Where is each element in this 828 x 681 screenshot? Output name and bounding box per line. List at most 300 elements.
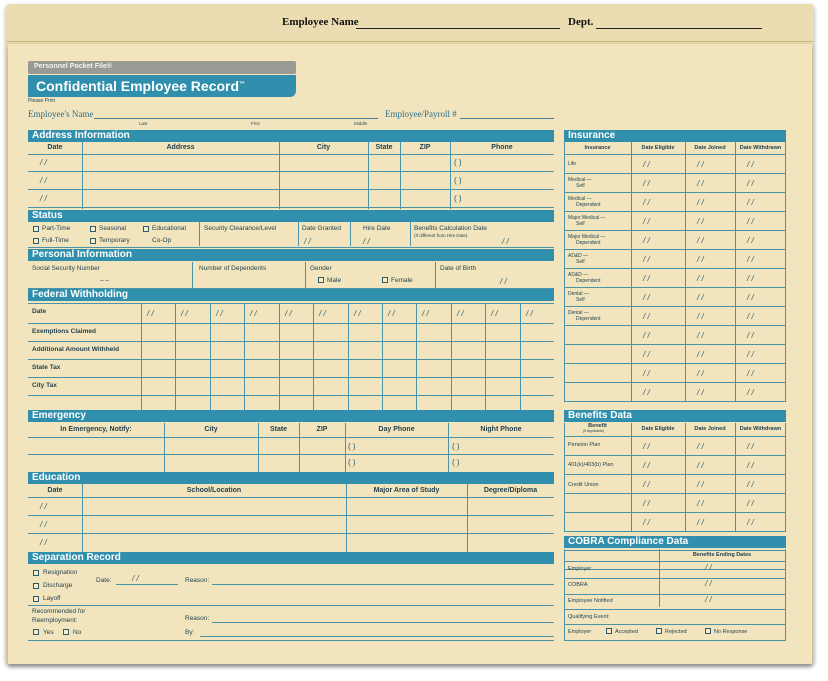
rehire-yes-label: Yes [43, 629, 54, 636]
accepted-label: Accepted [615, 629, 638, 635]
insurance-date-entry[interactable]: / / [747, 198, 754, 207]
rule [82, 142, 83, 209]
rule [298, 222, 299, 246]
rule [785, 423, 786, 531]
ssn-field[interactable]: – – [100, 277, 110, 284]
insurance-coverage: Self [576, 183, 585, 189]
emergency-zip-header: ZIP [316, 426, 328, 433]
rule [435, 262, 436, 289]
employee-name-label: Employee's Name [28, 109, 94, 119]
emergency-day-phone-1[interactable]: ( ) [348, 442, 356, 451]
tab-name-line[interactable] [356, 28, 560, 29]
rule [28, 640, 554, 641]
education-major-header: Major Area of Study [373, 487, 440, 494]
rule [382, 303, 383, 410]
benefits-calc-entry[interactable]: / / [502, 237, 509, 246]
federal-date-entry[interactable]: / / [147, 309, 154, 318]
insurance-date-entry[interactable]: / / [643, 160, 650, 169]
cobra-date-entry[interactable]: / / [705, 595, 712, 604]
employee-record-sheet [8, 44, 812, 664]
rule [210, 303, 211, 410]
address-city-header: City [316, 144, 331, 151]
additional-withheld-label: Additional Amount Withheld [32, 346, 120, 353]
insurance-withdrawn-header: Date Withdrawn [739, 145, 782, 151]
insurance-date-entry[interactable]: / / [747, 388, 754, 397]
federal-date-entry[interactable]: / / [319, 309, 326, 318]
recommended-label: Recommended for [32, 608, 86, 615]
rule [564, 594, 786, 595]
benefits-col-header: Date Withdrawn [739, 426, 782, 432]
full-time-label: Full-Time [42, 237, 69, 244]
emergency-day-phone-header: Day Phone [378, 426, 415, 433]
rule [564, 549, 565, 641]
benefits-col-header: Date Eligible [641, 426, 675, 432]
federal-date-entry[interactable]: / / [422, 309, 429, 318]
part-time-checkbox[interactable] [33, 226, 39, 232]
rule [564, 173, 786, 174]
insurance-date-entry[interactable]: / / [643, 255, 650, 264]
federal-date-entry[interactable]: / / [526, 309, 533, 318]
temporary-label: Temporary [99, 237, 130, 244]
rule [467, 484, 468, 552]
insurance-row-label [568, 234, 606, 246]
emergency-day-phone-2[interactable]: ( ) [348, 458, 356, 467]
accepted-checkbox[interactable] [606, 628, 612, 634]
insurance-type: AD&D — [568, 253, 589, 259]
benefits-date-entry[interactable]: / / [643, 442, 650, 451]
insurance-date-entry[interactable]: / / [643, 312, 650, 321]
rule [279, 142, 280, 209]
insurance-date-entry[interactable]: / / [747, 293, 754, 302]
rehire-no-checkbox[interactable] [63, 629, 69, 635]
insurance-date-entry[interactable]: / / [643, 350, 650, 359]
rule [564, 325, 786, 326]
rule [564, 474, 786, 475]
insurance-coverage: Dependent [576, 278, 601, 284]
rule [313, 303, 314, 410]
rule [520, 303, 521, 410]
rule [28, 515, 554, 516]
rule [28, 323, 554, 324]
insurance-date-entry[interactable]: / / [643, 217, 650, 226]
benefits-date-entry[interactable]: / / [643, 499, 650, 508]
rule [28, 247, 554, 248]
discharge-label: Discharge [43, 582, 73, 589]
rule [564, 493, 786, 494]
please-print: Please Print [28, 98, 55, 104]
insurance-row-label [568, 253, 588, 265]
rule [450, 142, 451, 209]
date-granted-label: Date Granted [302, 225, 342, 232]
insurance-coverage: Self [576, 221, 585, 227]
insurance-date-entry[interactable]: / / [697, 179, 704, 188]
insurance-date-entry[interactable]: / / [747, 274, 754, 283]
rule [564, 531, 786, 532]
rule [192, 262, 193, 289]
benefits-date-entry[interactable]: / / [697, 461, 704, 470]
address-zip-header: ZIP [419, 144, 431, 151]
insurance-type: Medical — [568, 196, 592, 202]
city-tax-label: City Tax [32, 382, 57, 389]
benefits-date-entry[interactable]: / / [697, 518, 704, 527]
insurance-date-entry[interactable]: / / [697, 255, 704, 264]
male-label: Male [327, 277, 342, 284]
federal-date-entry[interactable]: / / [216, 309, 223, 318]
benefits-date-entry[interactable]: / / [747, 480, 754, 489]
rule [735, 142, 736, 402]
male-checkbox[interactable] [318, 277, 324, 283]
rule [564, 624, 786, 625]
insurance-coverage: Dependent [576, 240, 601, 246]
resignation-label: Resignation [43, 569, 78, 576]
benefits-date-entry[interactable]: / / [697, 442, 704, 451]
insurance-date-entry[interactable]: / / [697, 369, 704, 378]
resignation-checkbox[interactable] [33, 570, 39, 576]
full-time-checkbox[interactable] [33, 238, 39, 244]
status-section-title: Status [28, 210, 554, 222]
temporary-checkbox[interactable] [90, 238, 96, 244]
emergency-night-phone-1[interactable]: ( ) [452, 442, 460, 451]
first-label: First [251, 121, 260, 126]
federal-date-entry[interactable]: / / [285, 309, 292, 318]
401k-plan-label: 401(k)/403(b) Plan [568, 462, 614, 468]
benefits-calc-note: (If different from Hire Date) [414, 233, 468, 238]
middle-label: Middle [354, 121, 368, 126]
rule [564, 512, 786, 513]
insurance-date-entry[interactable]: / / [643, 388, 650, 397]
brand-title-mark: ™ [239, 81, 246, 88]
insurance-date-entry[interactable]: / / [643, 198, 650, 207]
rule [350, 222, 351, 246]
insurance-date-entry[interactable]: / / [747, 236, 754, 245]
rule [564, 142, 565, 402]
insurance-date-entry[interactable]: / / [643, 274, 650, 283]
rule [564, 154, 786, 155]
rule [368, 142, 369, 209]
separation-reason-label: Reason: [185, 577, 210, 584]
rule [279, 303, 280, 410]
insurance-row-label [568, 161, 576, 167]
separation-section-title: Separation Record [28, 552, 554, 564]
benefits-section-title: Benefits Data [564, 410, 786, 422]
rule [564, 344, 786, 345]
federal-section-title: Federal Withholding [28, 289, 554, 301]
insurance-row-label [568, 215, 606, 227]
address-phone-header: Phone [491, 144, 513, 151]
rule [564, 363, 786, 364]
insurance-date-entry[interactable]: / / [747, 179, 754, 188]
dob-entry[interactable]: / / [500, 277, 507, 286]
employee-name-field[interactable] [94, 118, 378, 119]
seasonal-checkbox[interactable] [90, 226, 96, 232]
discharge-checkbox[interactable] [33, 583, 39, 589]
rule [348, 303, 349, 410]
education-date-entry[interactable]: / / [40, 538, 47, 547]
rule [564, 455, 786, 456]
date-granted-entry[interactable]: / / [304, 237, 311, 246]
exemptions-label: Exemptions Claimed [32, 328, 96, 335]
address-date-entry[interactable]: / / [40, 158, 47, 167]
hire-date-label: Hire Date [363, 225, 391, 232]
rule [685, 423, 686, 531]
rule [305, 262, 306, 289]
no-response-checkbox[interactable] [705, 628, 711, 634]
rule [416, 303, 417, 410]
insurance-date-entry[interactable]: / / [747, 312, 754, 321]
benefits-date-entry[interactable]: / / [697, 499, 704, 508]
address-phone-entry[interactable]: ( ) [454, 158, 462, 167]
insurance-coverage: Self [576, 297, 585, 303]
dob-label: Date of Birth [440, 265, 477, 272]
benefit-header-note: (If Applicable) [583, 429, 605, 433]
rule [28, 303, 554, 304]
insurance-row-label [568, 310, 600, 322]
insurance-date-entry[interactable]: / / [697, 331, 704, 340]
insurance-coverage: Dependent [576, 316, 601, 322]
reemployment-label: Reemployment: [32, 617, 78, 624]
federal-date-entry[interactable]: / / [491, 309, 498, 318]
rule [28, 359, 554, 360]
tab-dept-label: Dept. [568, 16, 594, 28]
rule [175, 303, 176, 410]
payroll-field[interactable] [460, 118, 554, 119]
ssn-label: Social Security Number [32, 265, 100, 272]
federal-date-entry[interactable]: / / [457, 309, 464, 318]
separation-by-label: By: [185, 629, 195, 636]
insurance-date-entry[interactable]: / / [747, 350, 754, 359]
insurance-date-entry[interactable]: / / [747, 255, 754, 264]
separation-by-line [200, 636, 554, 637]
separation-reason2-line [212, 622, 554, 623]
rule [346, 484, 347, 552]
address-section-title: Address Information [28, 130, 554, 142]
benefits-date-entry[interactable]: / / [747, 442, 754, 451]
rejected-label: Rejected [665, 629, 687, 635]
cobra-cobra-label: COBRA [568, 582, 588, 588]
tab-employee-name-label: Employee Name [282, 16, 359, 28]
emergency-night-phone-2[interactable]: ( ) [452, 458, 460, 467]
insurance-type: Dental — [568, 310, 589, 316]
rule [258, 423, 259, 472]
insurance-date-entry[interactable]: / / [643, 369, 650, 378]
rule [785, 549, 786, 641]
emergency-notify-header: In Emergency, Notify: [60, 426, 132, 433]
federal-date-entry[interactable]: / / [388, 309, 395, 318]
rule [164, 423, 165, 472]
insurance-type: Major Medical — [568, 234, 606, 240]
rule [28, 207, 554, 208]
insurance-date-entry[interactable]: / / [697, 388, 704, 397]
cobra-employer-label: Employer [568, 566, 592, 572]
emergency-state-header: State [269, 426, 288, 433]
rule [631, 423, 632, 531]
insurance-date-entry[interactable]: / / [643, 293, 650, 302]
insurance-date-entry[interactable]: / / [697, 293, 704, 302]
federal-date-entry[interactable]: / / [354, 309, 361, 318]
layoff-label: Layoff [43, 595, 61, 602]
emergency-night-phone-header: Night Phone [480, 426, 522, 433]
layoff-checkbox[interactable] [33, 596, 39, 602]
pension-plan-label: Pension Plan [568, 442, 601, 448]
insurance-coverage: Dependent [576, 202, 601, 208]
rule [564, 423, 565, 531]
insurance-row-label [568, 177, 592, 189]
rule [564, 192, 786, 193]
rule [564, 640, 786, 641]
benefits-date-entry[interactable]: / / [747, 499, 754, 508]
insurance-joined-header: Date Joined [694, 145, 726, 151]
rule [685, 142, 686, 402]
qualifying-event-label: Qualifying Event: [568, 614, 610, 620]
insurance-date-entry[interactable]: / / [697, 350, 704, 359]
separation-date-label: Date: [96, 577, 112, 584]
dependents-label: Number of Dependents [199, 265, 267, 272]
female-checkbox[interactable] [382, 277, 388, 283]
benefits-ending-header: Benefits Ending Dates [692, 552, 752, 558]
cobra-notified-label: Employee Notified [568, 598, 613, 604]
payroll-label: Employee/Payroll # [385, 109, 457, 119]
federal-date-entry[interactable]: / / [250, 309, 257, 318]
insurance-date-entry[interactable]: / / [747, 160, 754, 169]
federal-date-entry[interactable]: / / [181, 309, 188, 318]
rule [345, 423, 346, 472]
folder-tab [6, 4, 814, 42]
cobra-date-entry[interactable]: / / [705, 563, 712, 572]
rule [28, 171, 554, 172]
insurance-type: Life [568, 161, 577, 167]
cobra-date-entry[interactable]: / / [705, 579, 712, 588]
insurance-date-entry[interactable]: / / [747, 331, 754, 340]
cobra-employer-response-label: Employer [568, 629, 592, 635]
rule [451, 303, 452, 410]
address-phone-entry[interactable]: ( ) [454, 194, 462, 203]
rule [28, 154, 554, 155]
rule [564, 249, 786, 250]
co-op-label: Co-Op [152, 237, 172, 244]
rule [631, 142, 632, 402]
emergency-section-title: Emergency [28, 410, 554, 422]
female-label: Female [391, 277, 413, 284]
rule [400, 142, 401, 209]
address-phone-entry[interactable]: ( ) [454, 176, 462, 185]
insurance-date-entry[interactable]: / / [747, 217, 754, 226]
tab-dept-line[interactable] [596, 28, 762, 29]
insurance-type: Major Medical — [568, 215, 606, 221]
insurance-date-entry[interactable]: / / [643, 179, 650, 188]
insurance-type: Medical — [568, 177, 592, 183]
insurance-date-entry[interactable]: / / [697, 312, 704, 321]
rule [410, 222, 411, 246]
rule [564, 287, 786, 288]
address-date-entry[interactable]: / / [40, 176, 47, 185]
part-time-label: Part-Time [42, 225, 71, 232]
rule [564, 436, 786, 437]
insurance-date-entry[interactable]: / / [697, 160, 704, 169]
rule [28, 454, 554, 455]
insurance-date-entry[interactable]: / / [697, 274, 704, 283]
brand-title [28, 75, 296, 97]
insurance-header: Insurance [584, 145, 611, 151]
rule [299, 423, 300, 472]
rule [564, 561, 786, 562]
rule [564, 569, 786, 570]
insurance-eligible-header: Date Eligible [641, 145, 675, 151]
security-clearance-label: Security Clearance/Level [204, 225, 277, 232]
benefits-date-entry[interactable]: / / [747, 518, 754, 527]
credit-union-label: Credit Union [568, 482, 599, 488]
education-date-entry[interactable]: / / [40, 502, 47, 511]
rule [485, 303, 486, 410]
rule [28, 189, 554, 190]
rule [28, 497, 554, 498]
rule [735, 423, 736, 531]
education-date-entry[interactable]: / / [40, 520, 47, 529]
insurance-date-entry[interactable]: / / [697, 198, 704, 207]
rule [141, 303, 142, 410]
rule [28, 395, 554, 396]
rule [785, 142, 786, 402]
address-date-header: Date [47, 144, 63, 151]
insurance-date-entry[interactable]: / / [697, 236, 704, 245]
seasonal-label: Seasonal [99, 225, 127, 232]
benefits-date-entry[interactable]: / / [747, 461, 754, 470]
rule [564, 268, 786, 269]
rejected-checkbox[interactable] [656, 628, 662, 634]
hire-date-entry[interactable]: / / [363, 237, 370, 246]
educational-checkbox[interactable] [143, 226, 149, 232]
benefits-date-entry[interactable]: / / [697, 480, 704, 489]
separation-date-entry[interactable]: / / [132, 574, 139, 583]
cobra-section-title: COBRA Compliance Data [564, 536, 786, 548]
insurance-date-entry[interactable]: / / [747, 369, 754, 378]
rehire-yes-checkbox[interactable] [33, 629, 39, 635]
no-response-label: No Response [714, 629, 748, 635]
insurance-date-entry[interactable]: / / [643, 236, 650, 245]
insurance-type: AD&D — [568, 272, 589, 278]
rule [564, 401, 786, 402]
rule [448, 423, 449, 472]
emergency-city-header: City [204, 426, 218, 433]
benefits-col-header: Date Joined [694, 426, 726, 432]
insurance-section-title: Insurance [564, 130, 786, 142]
rule [28, 533, 554, 534]
state-tax-label: State Tax [32, 364, 61, 371]
insurance-date-entry[interactable]: / / [697, 217, 704, 226]
address-address-header: Address [166, 144, 195, 151]
rule [244, 303, 245, 410]
rule [28, 605, 554, 606]
education-section-title: Education [28, 472, 554, 484]
rule [564, 230, 786, 231]
rule [28, 341, 554, 342]
personal-section-title: Personal Information [28, 249, 554, 261]
benefits-date-entry[interactable]: / / [643, 518, 650, 527]
insurance-date-entry[interactable]: / / [643, 331, 650, 340]
benefits-date-entry[interactable]: / / [643, 461, 650, 470]
separation-date-line [116, 584, 178, 585]
rule [564, 609, 786, 610]
insurance-row-label [568, 196, 600, 208]
federal-date-label: Date [32, 308, 47, 315]
education-degree-header: Degree/Diploma [483, 487, 538, 494]
separation-reason-line [212, 584, 554, 585]
address-date-entry[interactable]: / / [40, 194, 47, 203]
address-state-header: State [375, 144, 393, 151]
rehire-no-label: No [73, 629, 82, 636]
insurance-row-label [568, 272, 600, 284]
insurance-coverage: Self [576, 259, 585, 265]
benefits-date-entry[interactable]: / / [643, 480, 650, 489]
